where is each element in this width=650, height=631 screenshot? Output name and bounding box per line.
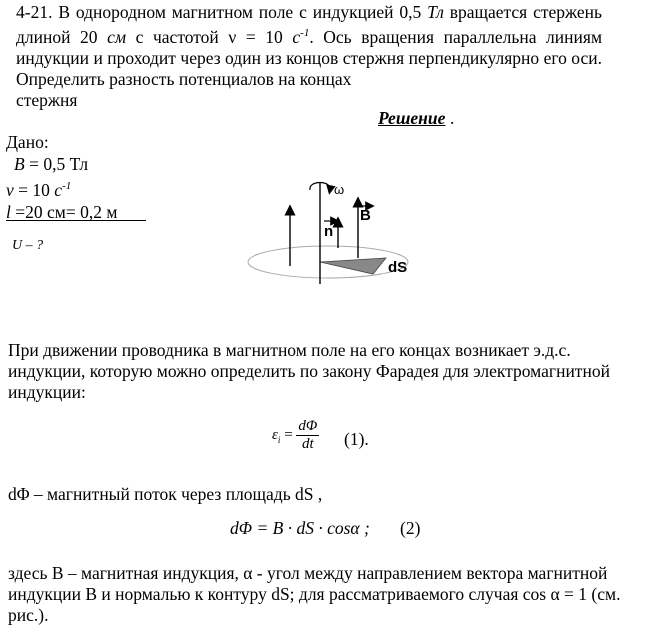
problem-number: 4-21.: [16, 2, 53, 22]
equation-number-2: (2): [400, 518, 421, 538]
b-label: B: [360, 207, 371, 224]
given-l: l =20 см= 0,2 м: [6, 201, 118, 222]
paragraph-explanation: здесь B – магнитная индукция, α - угол между направлением вектора магнитной индукции B и нормалью к контуру dS; для рассматриваемого случая cos α = 1 (см. рис.).: [8, 563, 621, 625]
solution-heading: Решение: [378, 108, 446, 128]
omega-label: ω: [334, 182, 345, 197]
unknown-quantity: U – ?: [12, 238, 44, 253]
problem-statement: 4-21. В однородном магнитном поле с индукцией 0,5 Тл вращается стержень длиной 20 см с частотой ν = 10 $с^{-1}$. Ось вращения параллельна линиям индукции и проходит через один из концов стержня перпендикулярно его оси. Определить разность потенциалов на концах стержня: [16, 2, 603, 110]
equation-number-1: (1).: [344, 429, 369, 449]
paragraph-faraday: При движении проводника в магнитном поле на его концах возникает э.д.с. индукции, которую можно определить по закону Фарадея для электромагнитной индукции:: [8, 340, 610, 402]
given-b: B = 0,5 Тл: [14, 154, 89, 174]
formula-flux: dΦ = B · dS · cosα ;: [230, 518, 370, 538]
given-label: Дано:: [6, 132, 49, 152]
rotation-diagram: [238, 176, 438, 286]
given-nu: ν = 10 $с^{-1}$: [6, 179, 72, 200]
ds-label: dS: [388, 259, 408, 276]
given-divider: [6, 220, 146, 221]
ds-area: [320, 258, 386, 274]
n-label: n: [324, 223, 334, 240]
solution-dot: .: [450, 108, 455, 128]
given-block: [6, 131, 117, 223]
formula-faraday: $\varepsilon_i$ = $\frac{d\Phi}{dt}$: [272, 418, 318, 452]
paragraph-flux: dΦ – магнитный поток через площадь dS ,: [8, 484, 323, 504]
